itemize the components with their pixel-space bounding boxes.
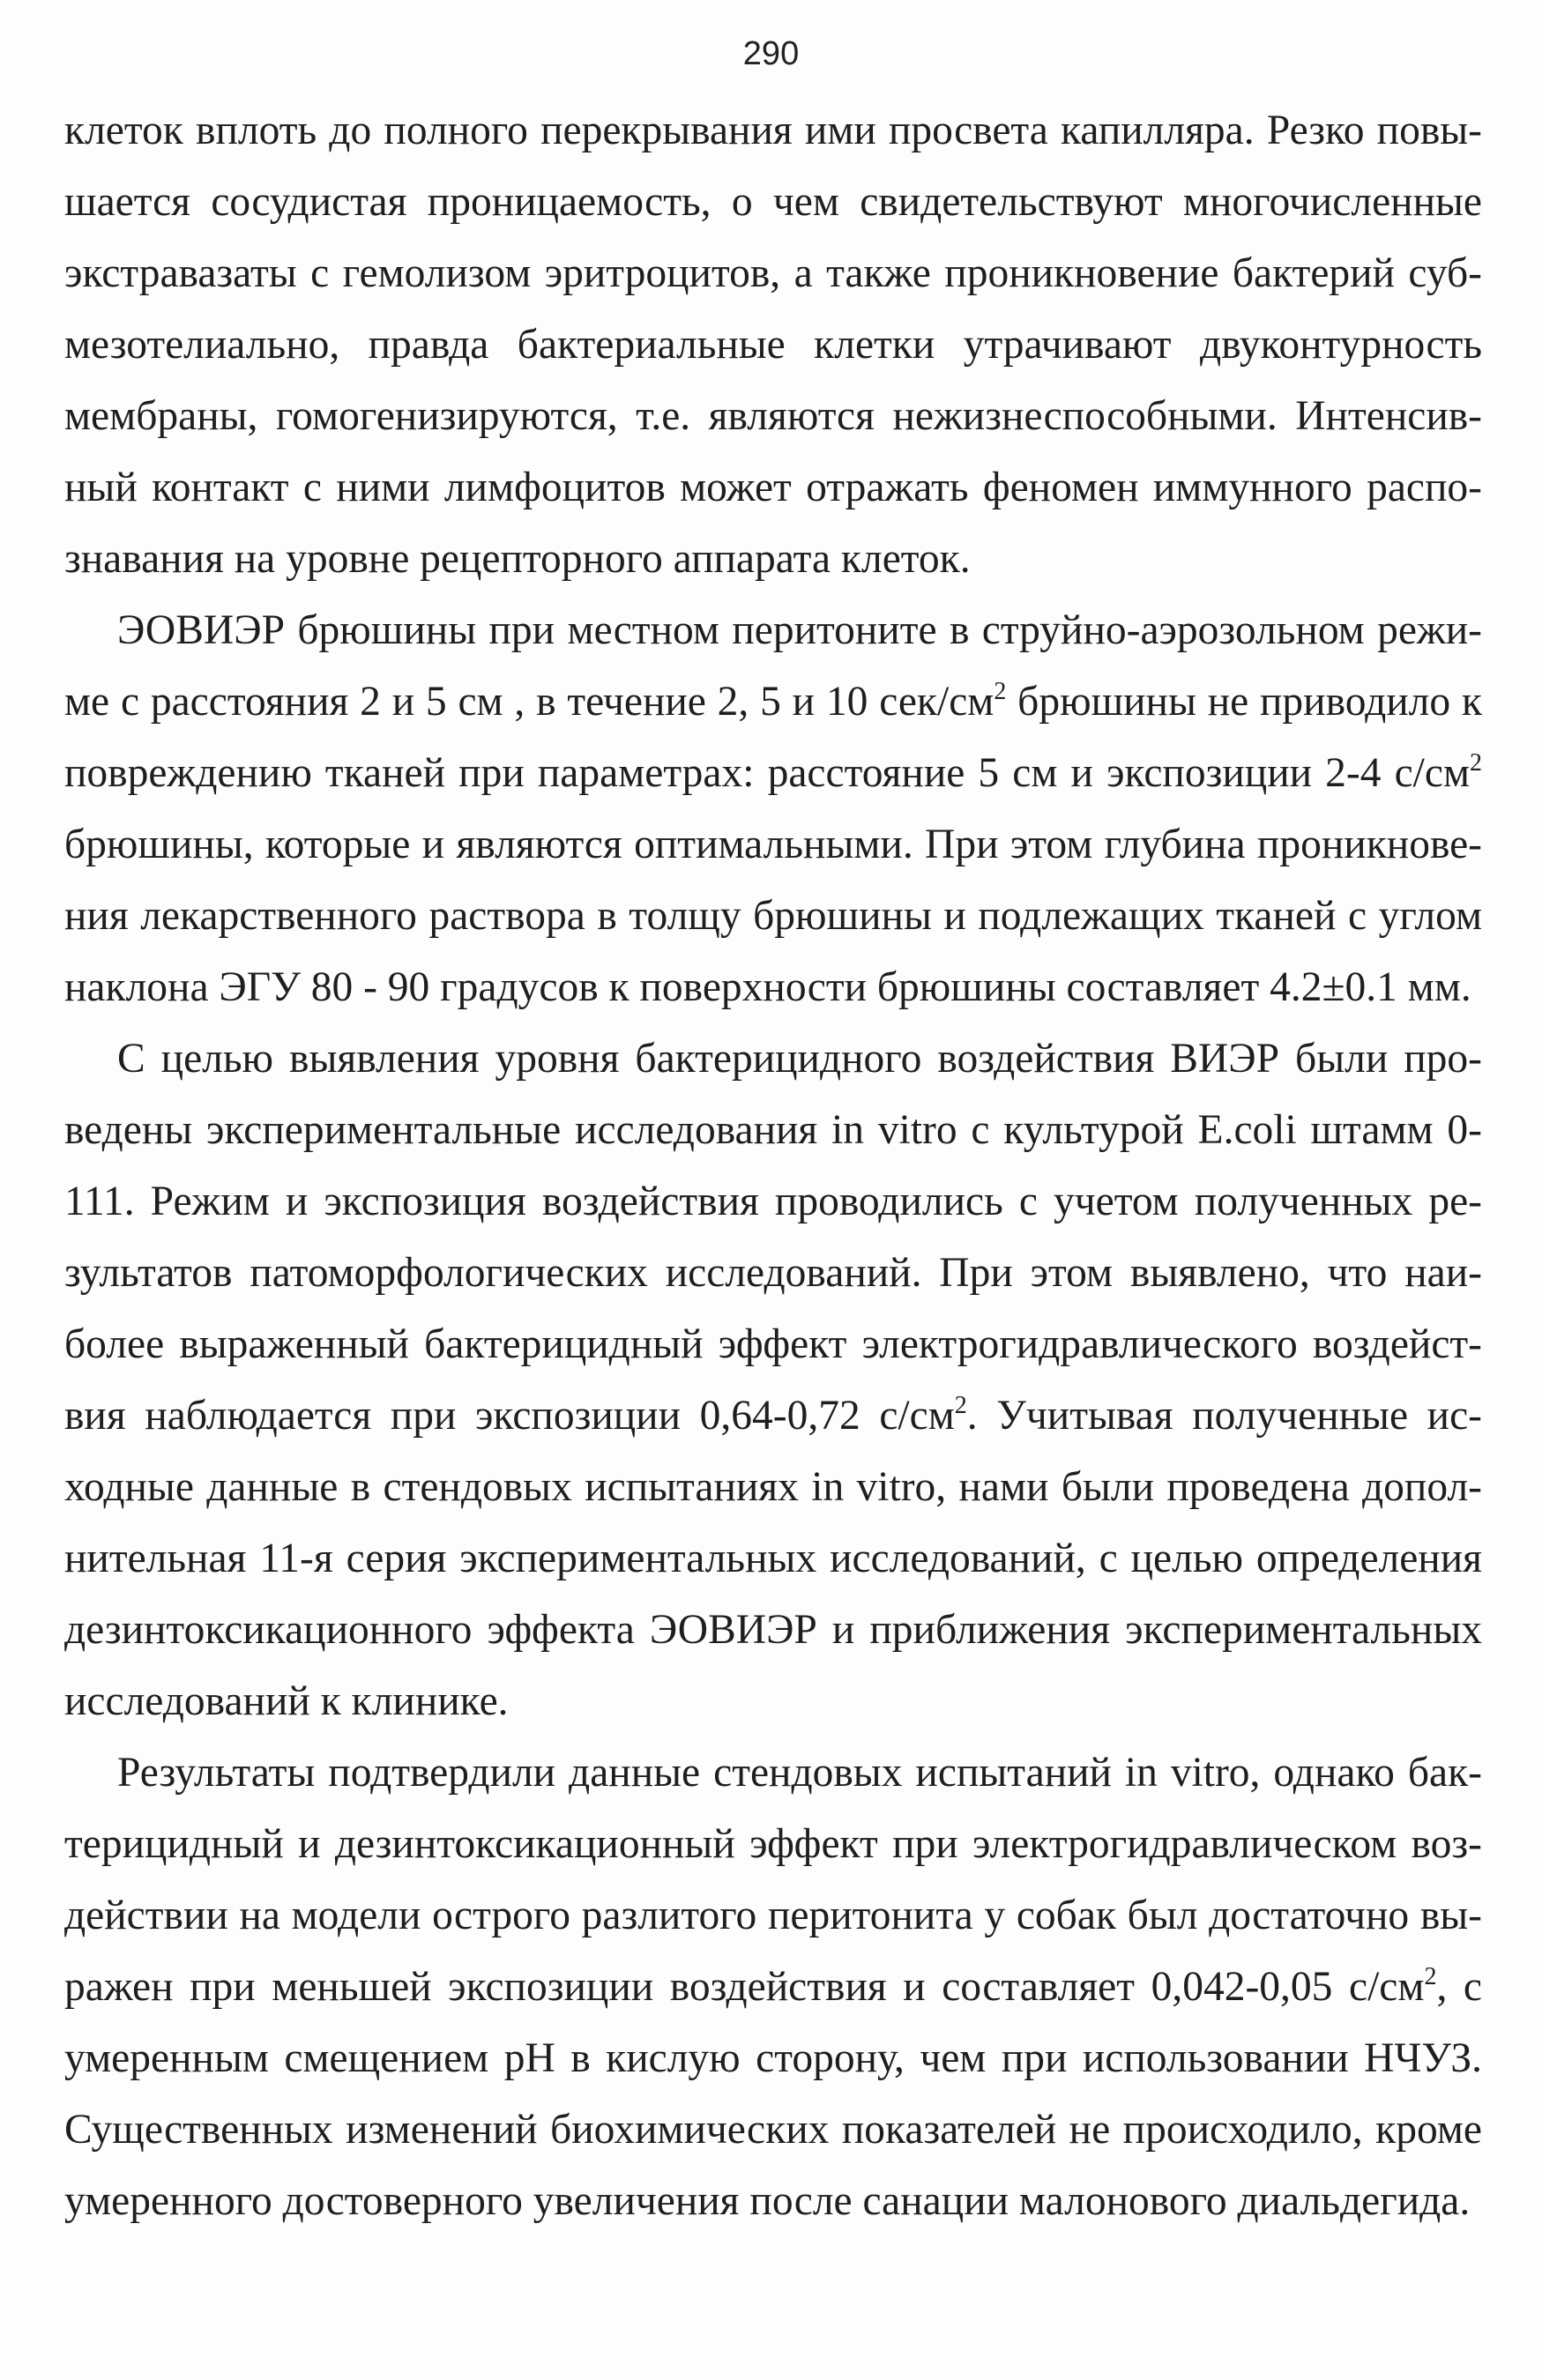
text-line: зультатов патоморфологических исследований. При этом выявлено, что наи-	[64, 1250, 1482, 1296]
superscript: 2	[1424, 1963, 1437, 1990]
superscript: 2	[1470, 749, 1482, 777]
text-line: 111. Режим и экспозиция воздействия проводились с учетом полученных ре-	[64, 1179, 1482, 1224]
document-body	[64, 95, 1482, 2237]
paragraph-2	[64, 595, 1482, 1023]
paragraph-4	[64, 1737, 1482, 2237]
text-segment: повреждению тканей при параметрах: расстояние 5 см и экспозиции 2-4 с/см	[64, 750, 1470, 796]
text-line: мембраны, гомогенизируются, т.е. являются нежизнеспособными. Интенсив-	[64, 393, 1482, 439]
text-line: шается сосудистая проницаемость, о чем свидетельствуют многочисленные	[64, 179, 1482, 225]
text-line: наклона ЭГУ 80 - 90 градусов к поверхности брюшины составляет 4.2±0.1 мм.	[64, 964, 1471, 1010]
text-segment: . Учитывая полученные ис-	[966, 1393, 1482, 1439]
text-line: исследований к клинике.	[64, 1678, 509, 1724]
text-line: более выраженный бактерицидный эффект электрогидравлического воздейст-	[64, 1321, 1482, 1367]
text-line: мезотелиально, правда бактериальные клетки утрачивают двуконтурность	[64, 322, 1482, 368]
text-line	[64, 738, 1482, 809]
text-line: знавания на уровне рецепторного аппарата клеток.	[64, 536, 971, 582]
text-line: действии на модели острого разлитого перитонита у собак был достаточно вы-	[64, 1893, 1482, 1938]
text-line	[64, 1952, 1482, 2023]
text-line: клеток вплоть до полного перекрывания ими просвета капилляра. Резко повы-	[64, 108, 1482, 153]
text-line: терицидный и дезинтоксикационный эффект при электрогидравлическом воз-	[64, 1821, 1482, 1867]
text-line: ходные данные в стендовых испытаниях in vitro, нами были проведена допол-	[64, 1464, 1482, 1510]
text-line: умеренным смещением рН в кислую сторону, чем при использовании НЧУЗ.	[64, 2035, 1482, 2081]
text-segment: брюшины не приводило к	[1006, 679, 1483, 725]
text-segment: , с	[1436, 1964, 1482, 2010]
text-segment: ражен при меньшей экспозиции воздействия и составляет 0,042-0,05 с/см	[64, 1964, 1425, 2010]
superscript: 2	[954, 1392, 967, 1419]
text-line: ЭОВИЭР брюшины при местном перитоните в струйно-аэрозольном режи-	[117, 607, 1482, 653]
text-line	[64, 1380, 1482, 1452]
text-line: нительная 11-я серия экспериментальных исследований, с целью определения	[64, 1536, 1482, 1581]
text-line	[64, 666, 1482, 738]
text-line: экстравазаты с гемолизом эритроцитов, а также проникновение бактерий суб-	[64, 250, 1482, 296]
text-line: С целью выявления уровня бактерицидного воздействия ВИЭР были про-	[117, 1036, 1482, 1082]
paragraph-3	[64, 1023, 1482, 1737]
text-line: дезинтоксикационного эффекта ЭОВИЭР и приближения экспериментальных	[64, 1607, 1482, 1653]
text-line: ния лекарственного раствора в толщу брюшины и подлежащих тканей с углом	[64, 893, 1482, 939]
paragraph-1	[64, 95, 1482, 595]
text-line: Существенных изменений биохимических показателей не происходило, кроме	[64, 2107, 1482, 2153]
text-line: Результаты подтвердили данные стендовых испытаний in vitro, однако бак-	[117, 1750, 1482, 1796]
text-line: ный контакт с ними лимфоцитов может отражать феномен иммунного распо-	[64, 465, 1482, 510]
text-line: ведены экспериментальные исследования in vitro с культурой E.coli штамм 0-	[64, 1107, 1482, 1153]
page-number: 290	[742, 35, 800, 72]
superscript: 2	[994, 678, 1007, 705]
text-line: брюшины, которые и являются оптимальными. При этом глубина проникнове-	[64, 822, 1482, 867]
text-line: умеренного достоверного увеличения после санации малонового диальдегида.	[64, 2178, 1471, 2224]
text-segment: ме с расстояния 2 и 5 см , в течение 2, 5 и 10 сек/см	[64, 679, 994, 725]
text-segment: вия наблюдается при экспозиции 0,64-0,72 с/см	[64, 1393, 955, 1439]
